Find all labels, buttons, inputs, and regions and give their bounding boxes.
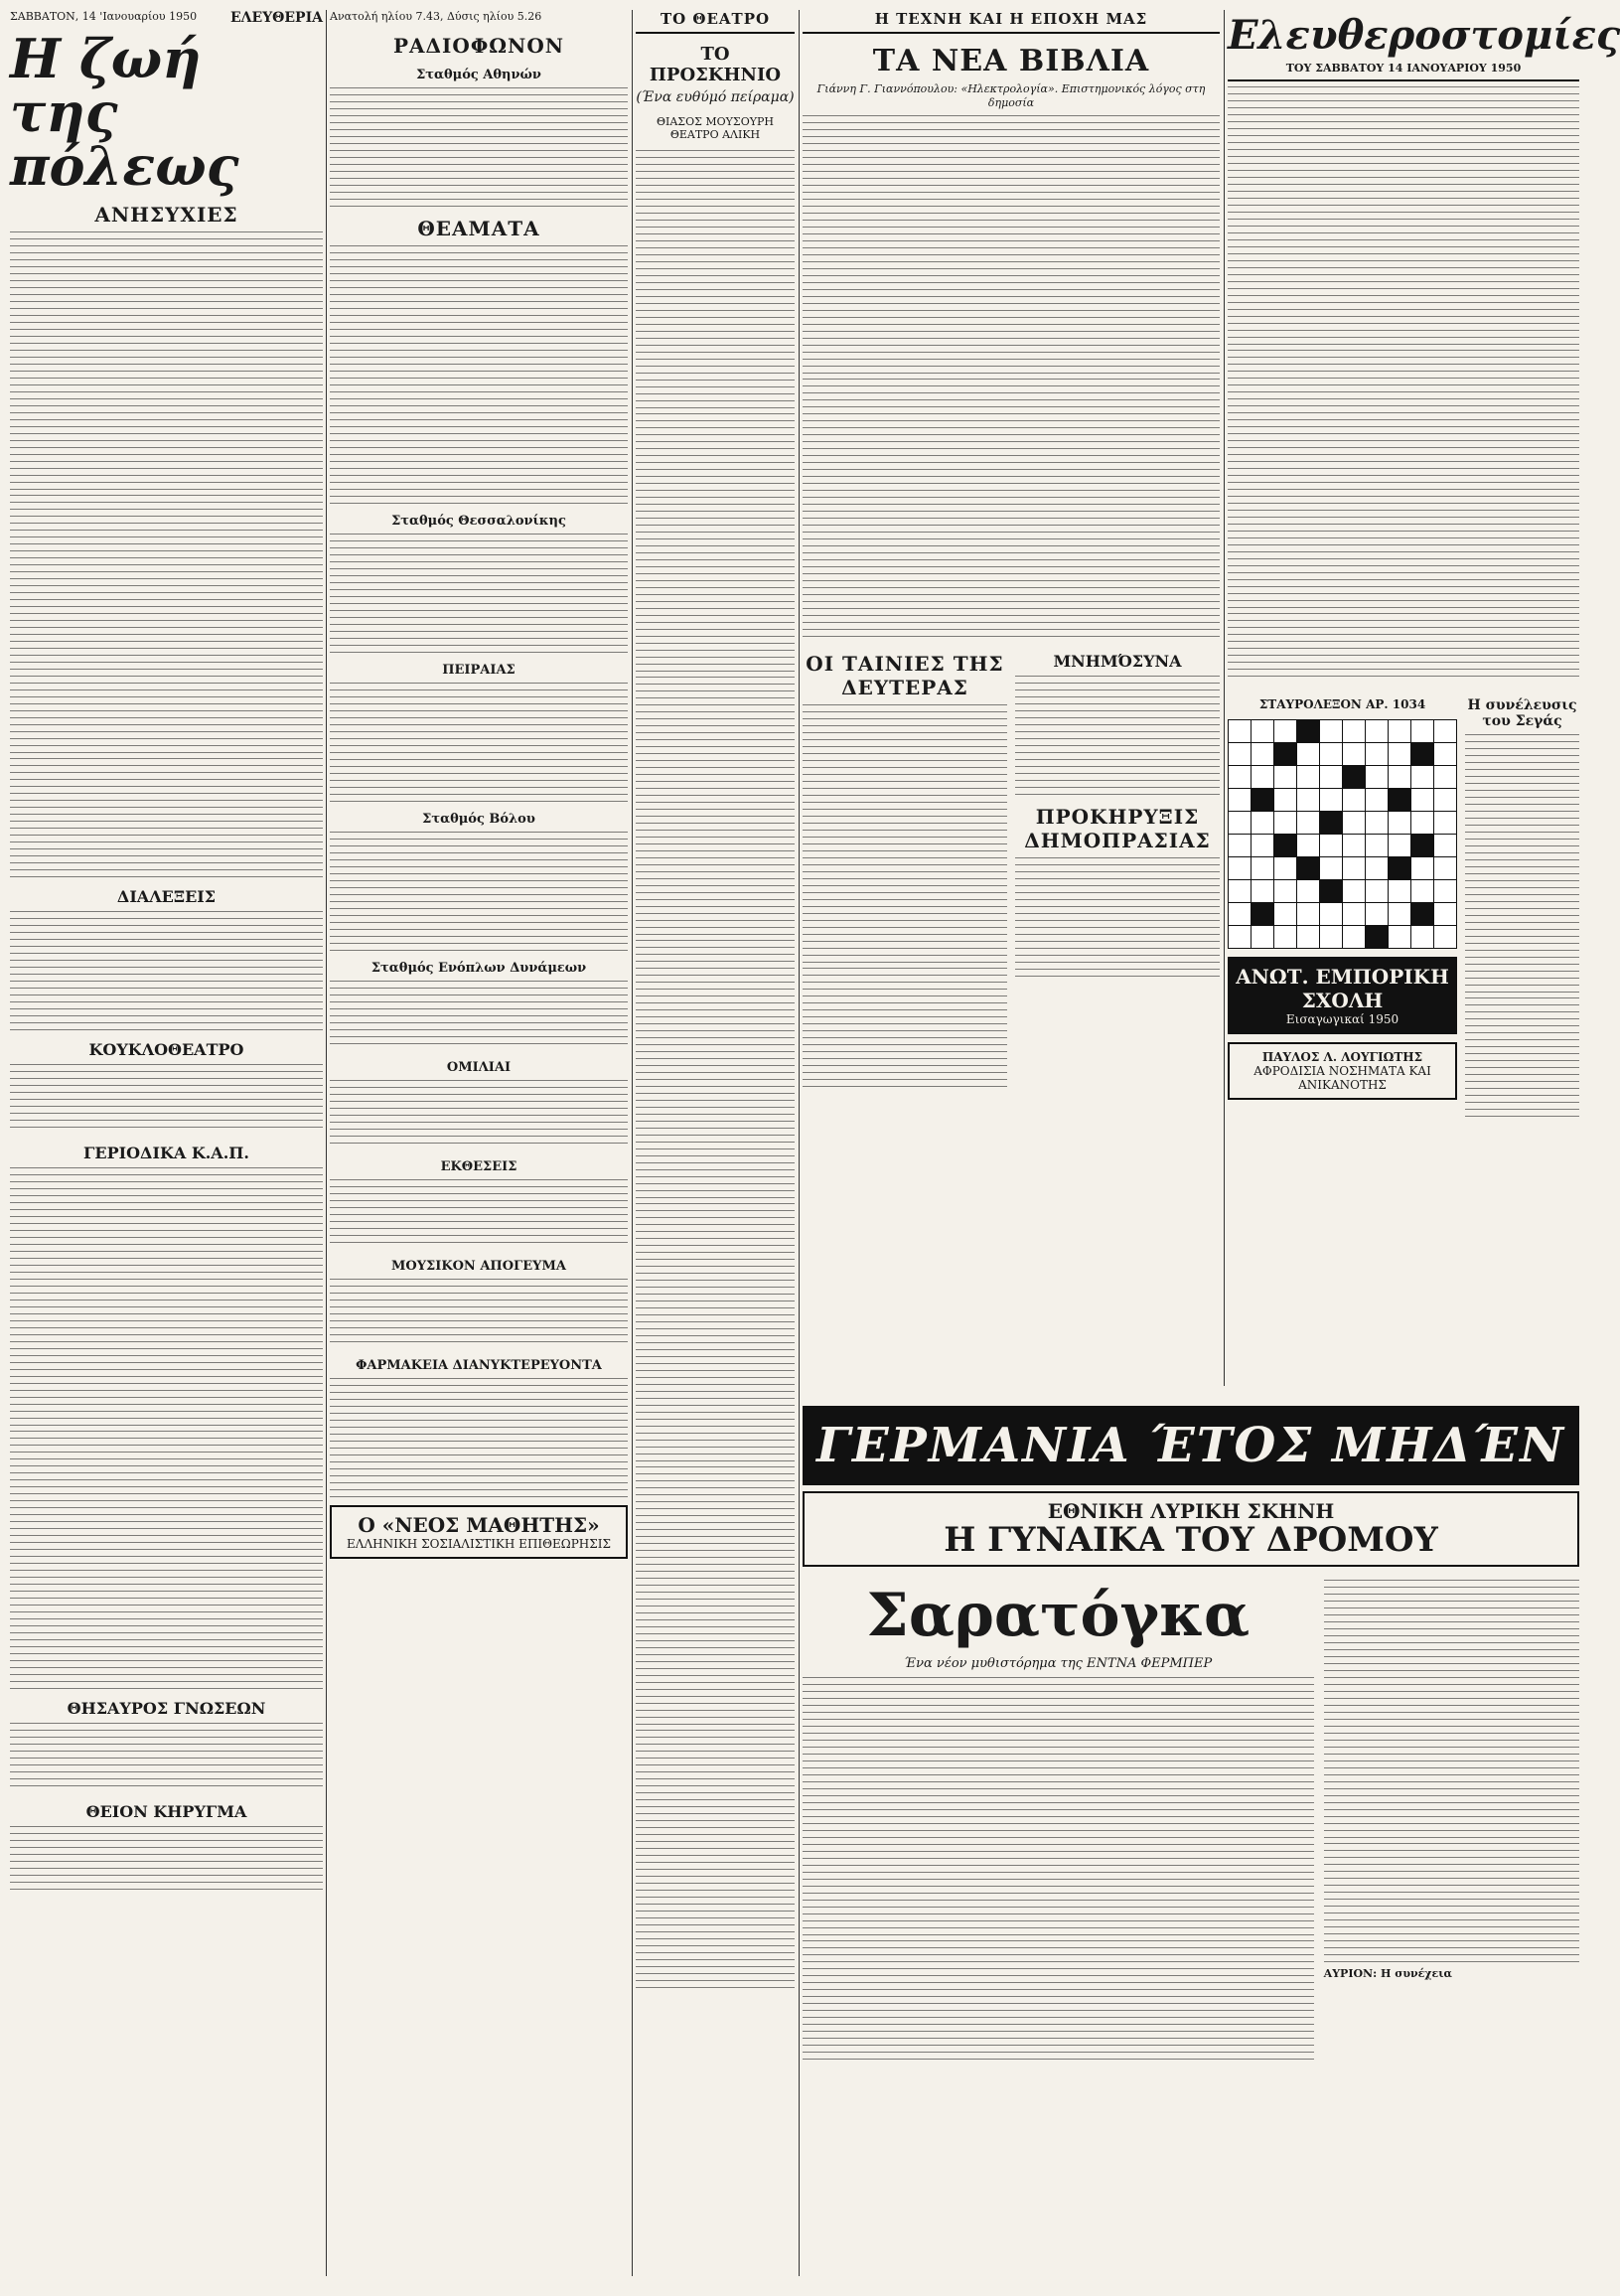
section-periodicals: ΓΕΡΙΟΔΙΚΑ Κ.Α.Π. <box>83 1144 249 1162</box>
paper-name: ΕΛΕΥΘΕΡΙΑ <box>229 10 323 26</box>
crossword-cell <box>1229 926 1251 948</box>
crossword-cell <box>1411 880 1433 902</box>
saratoga-sub: Ένα νέον μυθιστόρημα της ΕΝΤΝΑ ΦΕΡΜΠΕΡ <box>904 1655 1213 1671</box>
crossword-cell <box>1252 880 1273 902</box>
crossword-cell <box>1320 743 1342 765</box>
column-freespeech <box>1228 10 1620 1386</box>
crossword-cell <box>1389 880 1410 902</box>
crossword-cell <box>1434 789 1456 811</box>
crossword-cell <box>1274 720 1296 742</box>
crossword-cell <box>1389 903 1410 925</box>
crossword-cell <box>1411 857 1433 879</box>
crossword-cell <box>1252 789 1273 811</box>
column-theater <box>636 10 795 2276</box>
section-treasury: ΘΗΣΑΥΡΟΣ ΓΝΩΣΕΩΝ <box>67 1699 266 1718</box>
crossword-cell <box>1411 812 1433 834</box>
section-anxieties: ΑΝΗΣΥΧΙΕΣ <box>94 203 238 227</box>
crossword-cell <box>1389 789 1410 811</box>
crossword-cell <box>1320 812 1342 834</box>
crossword-cell <box>1389 812 1410 834</box>
freespeech-title: Ελευθεροστομίες <box>1228 12 1620 59</box>
crossword-cell <box>1229 857 1251 879</box>
proskinio-title: ΤΟ ΠΡΟΣΚΗΝΙΟ <box>649 44 782 85</box>
crossword-cell <box>1366 743 1388 765</box>
crossword-cell <box>1343 835 1365 856</box>
crossword-cell <box>1297 812 1319 834</box>
crossword-cell <box>1229 766 1251 788</box>
station-volos: Σταθμός Βόλου <box>422 811 535 827</box>
pharmacies: ΦΑΡΜΑΚΕΙΑ ΔΙΑΝΥΚΤΕΡΕΥΟΝΤΑ <box>356 1357 602 1373</box>
crossword-cell <box>1389 926 1410 948</box>
crossword-cell <box>1274 766 1296 788</box>
crossword-cell <box>1252 835 1273 856</box>
music-afternoon: ΜΟΥΣΙΚΟΝ ΑΠΟΓΕΥΜΑ <box>391 1258 566 1274</box>
crossword-cell <box>1411 926 1433 948</box>
crossword-cell <box>1229 835 1251 856</box>
crossword-cell <box>1229 903 1251 925</box>
crossword-cell <box>1297 720 1319 742</box>
crossword-cell <box>1252 926 1273 948</box>
crossword-cell <box>1343 812 1365 834</box>
crossword-cell <box>1297 903 1319 925</box>
crossword-cell <box>1389 720 1410 742</box>
crossword-cell <box>1411 835 1433 856</box>
talks: ΟΜΙΛΙΑΙ <box>446 1059 512 1075</box>
crossword-cell <box>1366 812 1388 834</box>
saratoga-title: Σαρατόγκα <box>866 1580 1251 1650</box>
doctor-ad: ΠΑΥΛΟΣ Λ. ΛΟΥΓΙΩΤΗΣ ΑΦΡΟΔΙΣΙΑ ΝΟΣΗΜΑΤΑ ΚΑΙ ΑΝΙΚΑΝΟΤΗΣ <box>1228 1042 1457 1100</box>
crossword-cell <box>1229 812 1251 834</box>
crossword-title: ΣΤΑΥΡΟΛΕΞΟΝ ΑΡ. 1034 <box>1258 696 1426 711</box>
crossword-cell <box>1320 926 1342 948</box>
crossword-cell <box>1366 857 1388 879</box>
crossword-cell <box>1252 743 1273 765</box>
crossword-cell <box>1274 812 1296 834</box>
crossword-cell <box>1274 880 1296 902</box>
crossword-grid <box>1228 719 1457 949</box>
column-city-life <box>10 10 323 2276</box>
crossword-cell <box>1434 903 1456 925</box>
section-sermon: ΘΕΙΟΝ ΚΗΡΥΓΜΑ <box>85 1802 247 1821</box>
crossword-cell <box>1320 880 1342 902</box>
crossword-cell <box>1434 812 1456 834</box>
crossword-cell <box>1297 880 1319 902</box>
crossword-cell <box>1274 835 1296 856</box>
crossword-cell <box>1434 857 1456 879</box>
newspaper-page <box>10 10 1620 2276</box>
crossword-cell <box>1229 720 1251 742</box>
crossword-cell <box>1252 766 1273 788</box>
crossword-cell <box>1389 857 1410 879</box>
section-puppet-theater: ΚΟΥΚΛΟΘΕΑΤΡΟ <box>88 1040 244 1059</box>
crossword-cell <box>1320 766 1342 788</box>
theater-head: ΤΟ ΘΕΑΤΡΟ <box>636 10 795 34</box>
proskinio-sub: (Ένα ευθύμό πείραμα) <box>636 89 795 105</box>
new-books-title: ΤΑ ΝΕΑ ΒΙΒΛΙΑ <box>872 44 1150 78</box>
crossword-cell <box>1252 720 1273 742</box>
crossword-cell <box>1411 766 1433 788</box>
crossword-cell <box>1343 743 1365 765</box>
station-athens: Σταθμός Αθηνών <box>416 67 541 82</box>
crossword-cell <box>1252 812 1273 834</box>
crossword-cell <box>1320 789 1342 811</box>
crossword-cell <box>1343 766 1365 788</box>
crossword-cell <box>1229 743 1251 765</box>
crossword-cell <box>1297 857 1319 879</box>
crossword-cell <box>1366 903 1388 925</box>
dateline: ΣΑΒΒΑΤΟΝ, 14 'Ιανουαρίου 1950 <box>10 10 198 23</box>
crossword-cell <box>1434 766 1456 788</box>
crossword-cell <box>1320 857 1342 879</box>
freespeech-date: ΤΟΥ ΣΑΒΒΑΤΟΥ 14 ΙΑΝΟΥΑΡΙΟΥ 1950 <box>1228 62 1579 81</box>
crossword-cell <box>1343 720 1365 742</box>
school-ad: ΑΝΩΤ. ΕΜΠΟΡΙΚΗ ΣΧΟΛΗ Εισαγωγικαί 1950 <box>1228 957 1457 1034</box>
crossword-cell <box>1411 743 1433 765</box>
crossword-cell <box>1343 880 1365 902</box>
radio-title: ΡΑΔΙΟΦΩΝΟΝ <box>392 33 565 58</box>
crossword-cell <box>1274 926 1296 948</box>
crossword-cell <box>1320 835 1342 856</box>
sun-times: Ανατολή ηλίου 7.43, Δύσις ηλίου 5.26 <box>330 10 542 23</box>
city-life-title: Η ζωή της πόλεως <box>10 27 239 198</box>
aurion: ΑΥΡΙΟΝ: Η συνέχεια <box>1323 1966 1452 1980</box>
crossword-cell <box>1297 926 1319 948</box>
neos-mathitis-ad: Ο «ΝΕΟΣ ΜΑΘΗΤΗΣ» ΕΛΛΗΝΙΚΗ ΣΟΣΙΑΛΙΣΤΙΚΗ ΕΠΙΘΕΩΡΗΣΙΣ <box>330 1505 628 1559</box>
station-thessaloniki: Σταθμός Θεσσαλονίκης <box>391 513 566 529</box>
crossword-cell <box>1297 766 1319 788</box>
crossword-cell <box>1343 903 1365 925</box>
crossword-cell <box>1434 835 1456 856</box>
crossword-cell <box>1229 789 1251 811</box>
tender-title: ΠΡΟΚΗΡΥΞΙΣ ΔΗΜΟΠΡΑΣΙΑΣ <box>1024 804 1211 852</box>
crossword-cell <box>1274 789 1296 811</box>
crossword-cell <box>1366 789 1388 811</box>
crossword-cell <box>1366 926 1388 948</box>
crossword-cell <box>1434 926 1456 948</box>
column-books <box>803 10 1220 1386</box>
crossword-cell <box>1274 743 1296 765</box>
crossword-cell <box>1297 743 1319 765</box>
section-lectures: ΔΙΑΛΕΞΕΙΣ <box>116 887 217 906</box>
crossword-cell <box>1366 766 1388 788</box>
crossword-cell <box>1411 720 1433 742</box>
crossword-cell <box>1366 720 1388 742</box>
crossword-cell <box>1320 720 1342 742</box>
crossword-cell <box>1343 789 1365 811</box>
crossword-cell <box>1434 743 1456 765</box>
crossword-cell <box>1434 720 1456 742</box>
germania-ad: ΓΕΡΜΑΝΙΑ ΈΤΟΣ ΜΗΔΈΝ <box>803 1406 1579 1485</box>
crossword-cell <box>1411 903 1433 925</box>
station-armed-forces: Σταθμός Ενόπλων Δυνάμεων <box>370 960 587 976</box>
opera-ad: ΕΘΝΙΚΗ ΛΥΡΙΚΗ ΣΚΗΝΗ Η ΓΥΝΑΙΚΑ ΤΟΥ ΔΡΟΜΟΥ <box>803 1491 1579 1567</box>
crossword-cell <box>1297 789 1319 811</box>
crossword-cell <box>1434 880 1456 902</box>
crossword-cell <box>1366 835 1388 856</box>
crossword-cell <box>1343 926 1365 948</box>
crossword-cell <box>1229 880 1251 902</box>
crossword-cell <box>1297 835 1319 856</box>
bottom-section <box>803 1406 1579 2065</box>
crossword-cell <box>1252 857 1273 879</box>
crossword-cell <box>1343 857 1365 879</box>
crossword-cell <box>1274 857 1296 879</box>
memorial-title: ΜΝΗΜΌΣΥΝΑ <box>1053 651 1182 671</box>
crossword-cell <box>1274 903 1296 925</box>
crossword-cell <box>1366 880 1388 902</box>
troupe: ΘΙΑΣΟΣ ΜΟΥΣΟΥΡΗ ΘΕΑΤΡΟ ΑΛΙΚΗ <box>657 114 774 142</box>
art-head: Η ΤΕΧΝΗ ΚΑΙ Η ΕΠΟΧΗ ΜΑΣ <box>803 10 1220 34</box>
sega-title: Η συνέλευσις του Σεγάς <box>1467 696 1577 729</box>
cinema-title: ΟΙ ΤΑΙΝΙΕΣ ΤΗΣ ΔΕΥΤΕΡΑΣ <box>806 651 1004 699</box>
crossword-cell <box>1389 743 1410 765</box>
crossword-cell <box>1252 903 1273 925</box>
crossword-cell <box>1389 766 1410 788</box>
crossword-cell <box>1320 903 1342 925</box>
piraeus: ΠΕΙΡΑΙΑΣ <box>442 662 515 678</box>
crossword-cell <box>1411 789 1433 811</box>
exhibitions: ΕΚΘΕΣΕΙΣ <box>440 1158 517 1174</box>
new-books-sub: Γιάννη Γ. Γιαννόπουλου: «Ηλεκτρολογία». Επιστημονικός λόγος στη δημοσία <box>816 82 1206 109</box>
crossword-cell <box>1389 835 1410 856</box>
shows-title: ΘΕΑΜΑΤΑ <box>417 216 540 240</box>
column-radio-shows <box>330 10 628 2276</box>
